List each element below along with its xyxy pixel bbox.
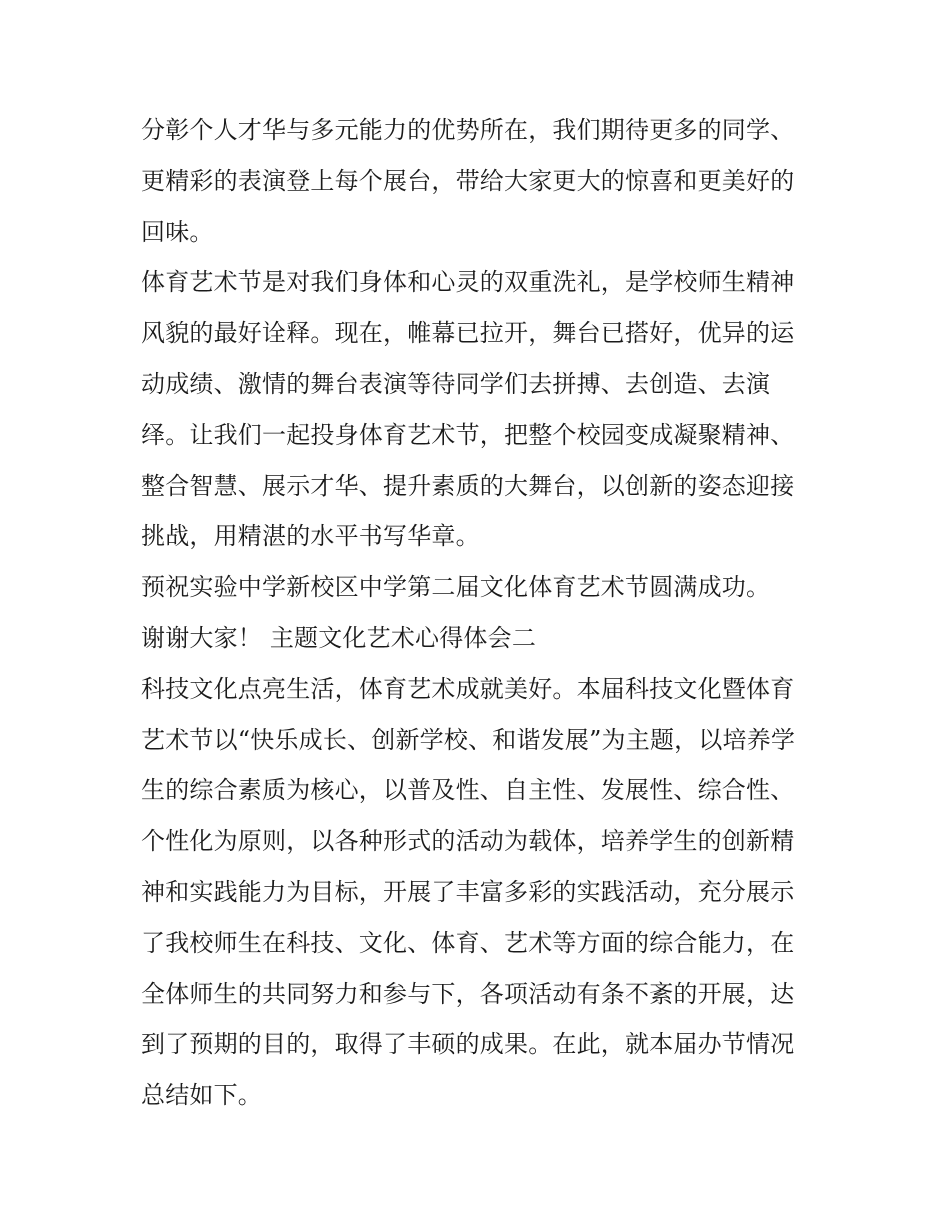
text-line: 预祝实验中学新校区中学第二届文化体育艺术节圆满成功。: [141, 573, 771, 601]
text-line: 挑战，用精湛的水平书写华章。: [141, 522, 480, 550]
text-line: 了我校师生在科技、文化、体育、艺术等方面的综合能力，在: [141, 929, 795, 957]
text-line: 到了预期的目的，取得了丰硕的成果。在此，就本届办节情况: [141, 1030, 795, 1058]
text-line: 科技文化点亮生活，体育艺术成就美好。本届科技文化暨体育: [141, 675, 795, 703]
text-line: 谢谢大家！ 主题文化艺术心得体会二: [141, 624, 537, 652]
text-line: 艺术节以“快乐成长、创新学校、和谐发展”为主题，以培养学: [141, 726, 796, 754]
text-line: 整合智慧、展示才华、提升素质的大舞台，以创新的姿态迎接: [141, 472, 795, 500]
text-line: 体育艺术节是对我们身体和心灵的双重洗礼，是学校师生精神: [141, 268, 795, 296]
text-line: 更精彩的表演登上每个展台，带给大家更大的惊喜和更美好的: [141, 167, 795, 195]
text-line: 总结如下。: [141, 1081, 262, 1109]
text-line: 回味。: [141, 218, 214, 246]
text-line: 全体师生的共同努力和参与下，各项活动有条不紊的开展，达: [141, 980, 795, 1008]
text-line: 动成绩、激情的舞台表演等待同学们去拼搏、去创造、去演: [141, 370, 771, 398]
text-line: 风貌的最好诠释。现在，帷幕已拉开，舞台已搭好，优异的运: [141, 319, 795, 347]
text-line: 生的综合素质为核心，以普及性、自主性、发展性、综合性、: [141, 776, 795, 804]
text-line: 绎。让我们一起投身体育艺术节，把整个校园变成凝聚精神、: [141, 421, 795, 449]
text-line: 个性化为原则，以各种形式的活动为载体，培养学生的创新精: [141, 827, 795, 855]
text-line: 神和实践能力为目标，开展了丰富多彩的实践活动，充分展示: [141, 878, 795, 906]
text-line: 分彰个人才华与多元能力的优势所在，我们期待更多的同学、: [141, 116, 795, 144]
